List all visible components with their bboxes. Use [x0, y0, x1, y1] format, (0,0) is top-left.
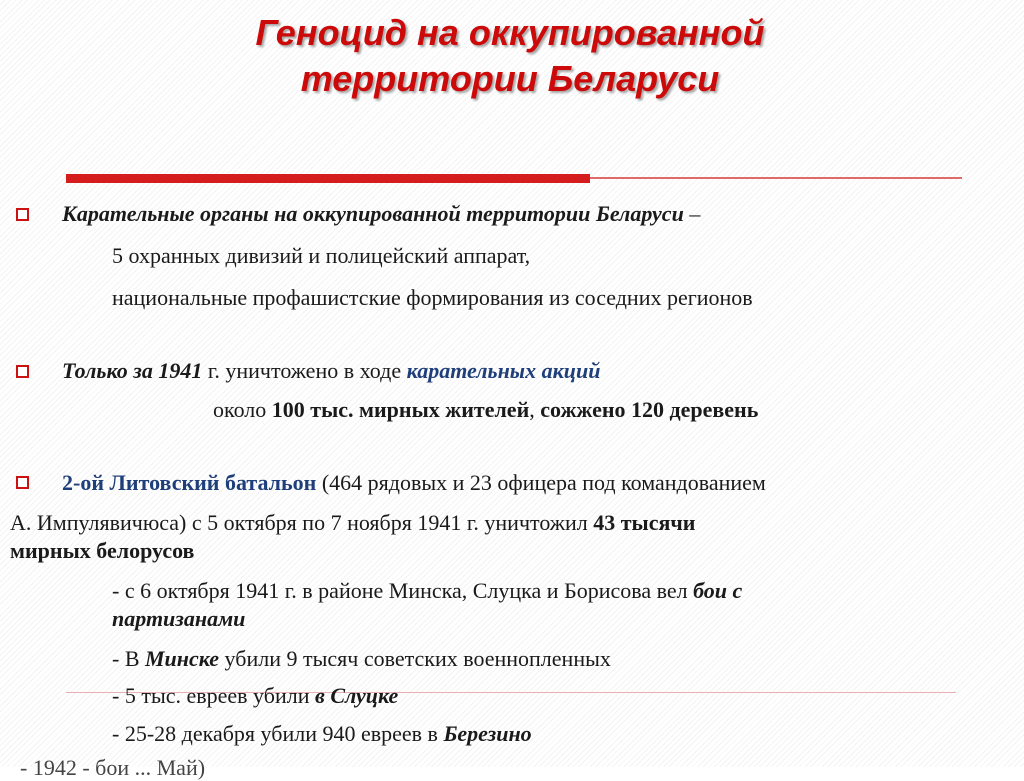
sub-item-4-text: - 25-28 декабря убили 940 евреев в: [112, 721, 444, 746]
sub-item-3-city: в Слуцке: [314, 683, 399, 708]
sub-item-4: [112, 721, 532, 747]
bullet-3-line-1: [62, 470, 766, 496]
bullet-2-about: около: [213, 397, 272, 422]
sub-item-2-text: убили 9 тысяч советских военнопленных: [219, 646, 611, 671]
sub-item-1: [112, 578, 742, 604]
bullet-2-civilians: 100 тыс. мирных жителей: [271, 397, 530, 422]
bullet-3-name: 2-ой Литовский батальон: [62, 470, 317, 495]
bullet-1-heading: Карательные органы на оккупированной территории Беларуси: [62, 201, 684, 226]
bullet-2-villages: сожжено 120 деревень: [540, 397, 759, 422]
slide-title: [120, 10, 900, 102]
sub-item-3-text: - 5 тыс. евреев убили: [112, 683, 315, 708]
bullet-2-comma: ,: [529, 397, 541, 422]
bullet-3-text: (464 рядовых и 23 офицера под командованием: [316, 470, 766, 495]
bullet-2-line-1: [62, 358, 600, 384]
accent-rule-thick: [66, 174, 590, 183]
bullet-2-line-2: [213, 397, 758, 423]
cut-off-line: - 1942 - бои ... Май): [20, 755, 206, 780]
bullet-2-highlight: карательных акций: [406, 358, 601, 383]
accent-rule-thin: [590, 177, 962, 179]
bullet-3-line-2-text: А. Импулявичюса) с 5 октября по 7 ноября 1941 г. уничтожил: [10, 510, 594, 535]
title-line-2: территории Беларуси: [300, 58, 720, 99]
sub-item-1-emphasis: бои с: [693, 578, 743, 603]
title-line-1: Геноцид на оккупированной: [255, 12, 765, 53]
bullet-1-heading-line: [62, 201, 700, 227]
sub-item-2-city: Минске: [145, 646, 220, 671]
sub-item-1-cont: партизанами: [112, 606, 246, 631]
bullet-3-line-3: мирных белорусов: [10, 538, 195, 563]
sub-item-3: [112, 683, 398, 709]
bullet-2-text: г. уничтожено в ходе: [202, 358, 407, 383]
bullet-1-line-2: 5 охранных дивизий и полицейский аппарат,: [112, 243, 531, 268]
bullet-square-icon: [16, 476, 29, 489]
bullet-3-line-2: [10, 510, 695, 536]
bullet-square-icon: [16, 365, 29, 378]
sub-item-4-city: Березино: [443, 721, 532, 746]
bullet-square-icon: [16, 208, 29, 221]
sub-item-2-prefix: - В: [112, 646, 145, 671]
bullet-2-intro: Только за 1941: [62, 358, 203, 383]
bullet-1-line-3: национальные профашистские формирования из соседних регионов: [112, 285, 753, 310]
bullet-3-count: 43 тысячи: [593, 510, 696, 535]
sub-item-1-text: - с 6 октября 1941 г. в районе Минска, Слуцка и Борисова вел: [112, 578, 694, 603]
sub-item-2: [112, 646, 611, 672]
bullet-1-dash: –: [683, 201, 701, 226]
